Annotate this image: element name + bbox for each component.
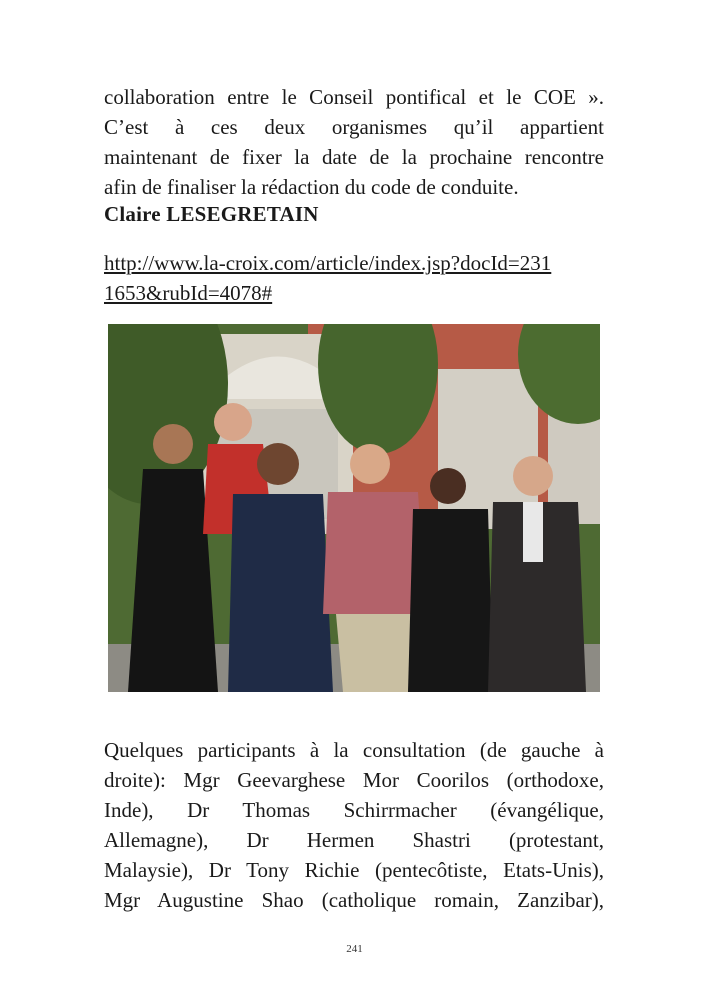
caption-line: droite): Mgr Geevarghese Mor Coorilos (orthodoxe, <box>104 768 604 792</box>
article-link-line-1[interactable]: http://www.la-croix.com/article/index.jsp?docId=231 <box>104 251 552 275</box>
article-link-line-2[interactable]: 1653&rubId=4078# <box>104 281 273 305</box>
article-link[interactable] <box>104 248 604 308</box>
caption-line: Mgr Augustine Shao (catholique romain, Zanzibar), <box>104 888 604 912</box>
caption-line: Inde), Dr Thomas Schirrmacher (évangélique, <box>104 798 604 822</box>
text-line: collaboration entre le Conseil pontifical et le COE ». <box>104 85 604 109</box>
text-line: afin de finaliser la rédaction du code de conduite. <box>104 175 519 199</box>
group-photo-illustration <box>108 324 600 692</box>
group-photo <box>108 324 600 692</box>
photo-caption <box>104 735 604 915</box>
author-name: Claire LESEGRETAIN <box>104 202 319 226</box>
text-line: C’est à ces deux organismes qu’il appartient <box>104 115 604 139</box>
caption-line: Allemagne), Dr Hermen Shastri (protestant, <box>104 828 604 852</box>
caption-line: Malaysie), Dr Tony Richie (pentecôtiste, Etats-Unis), <box>104 858 604 882</box>
caption-line: Quelques participants à la consultation (de gauche à <box>104 738 604 762</box>
body-paragraph <box>104 82 604 202</box>
page-number: 241 <box>346 943 363 955</box>
text-line: maintenant de fixer la date de la prochaine rencontre <box>104 145 604 169</box>
